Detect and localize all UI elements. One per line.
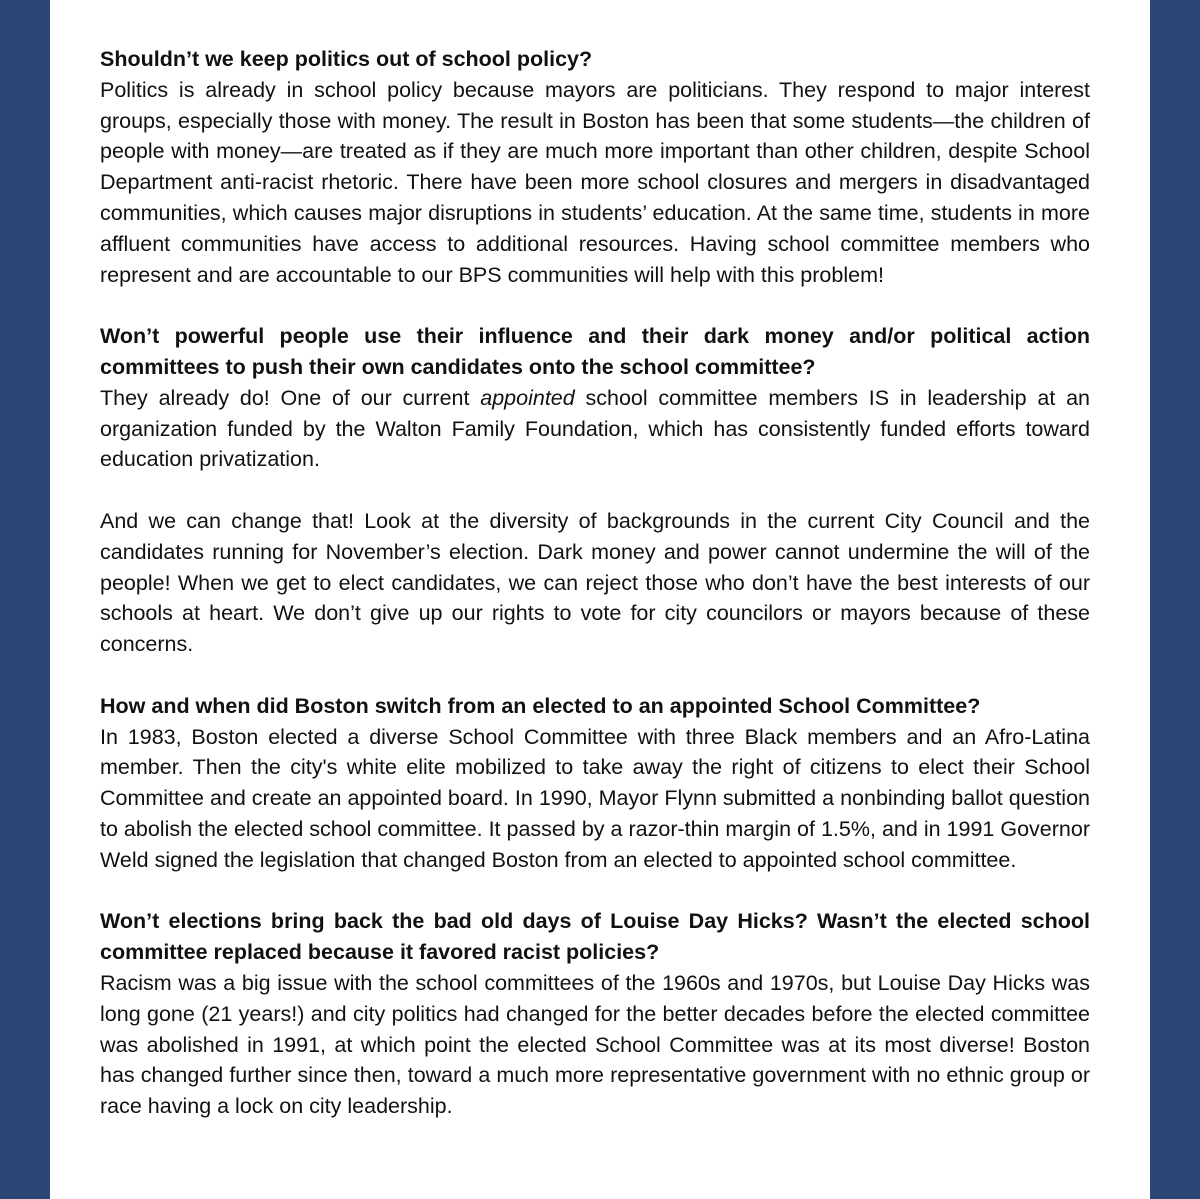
faq-answer: In 1983, Boston elected a diverse School Committee with three Black members and an Afro-Latina member. Then the city's white elite mobilized to take away the right of citizens to elect their School Committee and create an appointed board. In 1990, Mayor Flynn submitted a nonbinding ballot question to abolish the elected school committee. It passed by a razor-thin margin of 1.5%, and in 1991 Governor Weld signed the legislation that changed Boston from an elected to appointed school committee.: [100, 724, 1090, 872]
faq-question: Shouldn’t we keep politics out of school policy?: [100, 47, 593, 71]
faq-item-racism: [100, 906, 1090, 1122]
answer-emphasis: appointed: [480, 385, 575, 410]
faq-question: Won’t elections bring back the bad old days of Louise Day Hicks? Wasn’t the elected school committee replaced because it favored racist policies?: [100, 909, 1090, 965]
answer-text: They already do! One of our current: [100, 385, 481, 410]
right-border-bar: [1150, 0, 1200, 1199]
faq-answer-continued: And we can change that! Look at the diversity of backgrounds in the current City Council and the candidates running for November’s election. Dark money and power cannot undermine the will of the people! When we get to elect candidates, we can reject those who don’t have the best interests of our schools at heart. We don’t give up our rights to vote for city councilors or mayors because of these concerns.: [100, 508, 1090, 657]
answer-text: school committee members IS in leadership at an organization funded by the Walton Family Foundation, which has consistently funded efforts toward education privatization.: [100, 385, 1090, 472]
faq-answer: Racism was a big issue with the school committees of the 1960s and 1970s, but Louise Day Hicks was long gone (21 years!) and city politics had changed for the better decades before the elected committee was abolished in 1991, at which point the elected School Committee was at its most diverse! Boston has changed further since then, toward a much more representative government with no ethnic group or race having a lock on city leadership.: [100, 970, 1090, 1119]
faq-content: [100, 44, 1090, 1122]
faq-question: How and when did Boston switch from an elected to an appointed School Committee?: [100, 693, 981, 718]
faq-item-politics: [100, 44, 1090, 290]
faq-item-dark-money: [100, 321, 1090, 660]
faq-answer: [100, 383, 1090, 475]
faq-item-history: [100, 691, 1090, 876]
faq-answer: Politics is already in school policy because mayors are politicians. They respond to major interest groups, especially those with money. The result in Boston has been that some students—the children of people with money—are treated as if they are much more important than other children, despite School Department anti-racist rhetoric. There have been more school closures and mergers in disadvantaged communities, which causes major disruptions in students’ education. At the same time, students in more affluent communities have access to additional resources. Having school committee members who represent and are accountable to our BPS communities will help with this problem!: [100, 77, 1090, 287]
left-border-bar: [0, 0, 50, 1199]
faq-question: Won’t powerful people use their influence and their dark money and/or political action committees to push their own candidates onto the school committee?: [100, 324, 1090, 379]
